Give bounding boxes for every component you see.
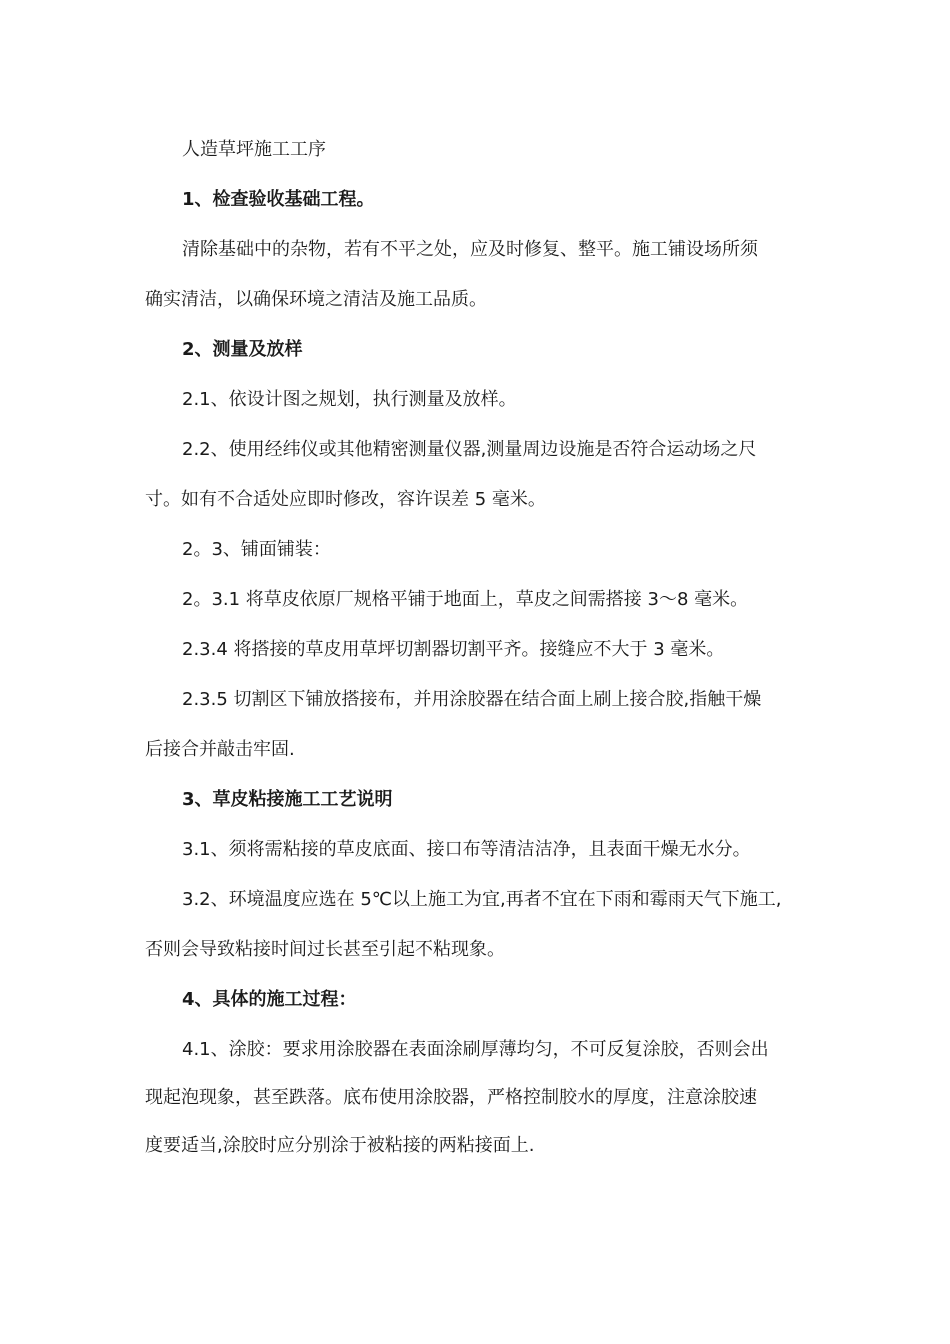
- paragraph-line: 2.3.5 切割区下铺放搭接布，并用涂胶器在结合面上刷上接合胶,指触干燥: [182, 689, 762, 710]
- paragraph-line: 否则会导致粘接时间过长甚至引起不粘现象。: [145, 939, 505, 960]
- paragraph-line: 2.2、使用经纬仪或其他精密测量仪器,测量周边设施是否符合运动场之尺: [182, 439, 757, 460]
- paragraph-line: 2.3.4 将搭接的草皮用草坪切割器切割平齐。接缝应不大于 3 毫米。: [182, 639, 725, 660]
- section-heading-4: 4、具体的施工过程：: [182, 989, 357, 1010]
- paragraph-line: 后接合并敲击牢固.: [145, 739, 295, 760]
- paragraph-line: 2。3、铺面铺装：: [182, 539, 331, 560]
- section-heading-3: 3、草皮粘接施工工艺说明: [182, 789, 393, 810]
- paragraph-line: 2.1、依设计图之规划，执行测量及放样。: [182, 389, 517, 410]
- section-heading-2: 2、测量及放样: [182, 339, 303, 360]
- section-heading-1: 1、检查验收基础工程。: [182, 189, 375, 210]
- paragraph-line: 寸。如有不合适处应即时修改，容许误差 5 毫米。: [145, 489, 546, 510]
- document-title: 人造草坪施工工序: [182, 139, 326, 160]
- paragraph-line: 度要适当,涂胶时应分别涂于被粘接的两粘接面上.: [145, 1135, 535, 1156]
- paragraph-line: 3.1、须将需粘接的草皮底面、接口布等清洁洁净，且表面干燥无水分。: [182, 839, 751, 860]
- paragraph-line: 3.2、环境温度应选在 5℃以上施工为宜,再者不宜在下雨和霉雨天气下施工,: [182, 889, 782, 910]
- paragraph-line: 确实清洁，以确保环境之清洁及施工品质。: [145, 289, 487, 310]
- paragraph-line: 清除基础中的杂物，若有不平之处，应及时修复、整平。施工铺设场所须: [182, 239, 758, 260]
- paragraph-line: 现起泡现象，甚至跌落。底布使用涂胶器，严格控制胶水的厚度，注意涂胶速: [145, 1087, 757, 1108]
- paragraph-line: 2。3.1 将草皮依原厂规格平铺于地面上，草皮之间需搭接 3～8 毫米。: [182, 589, 749, 610]
- paragraph-line: 4.1、涂胶：要求用涂胶器在表面涂刷厚薄均匀，不可反复涂胶，否则会出: [182, 1039, 769, 1060]
